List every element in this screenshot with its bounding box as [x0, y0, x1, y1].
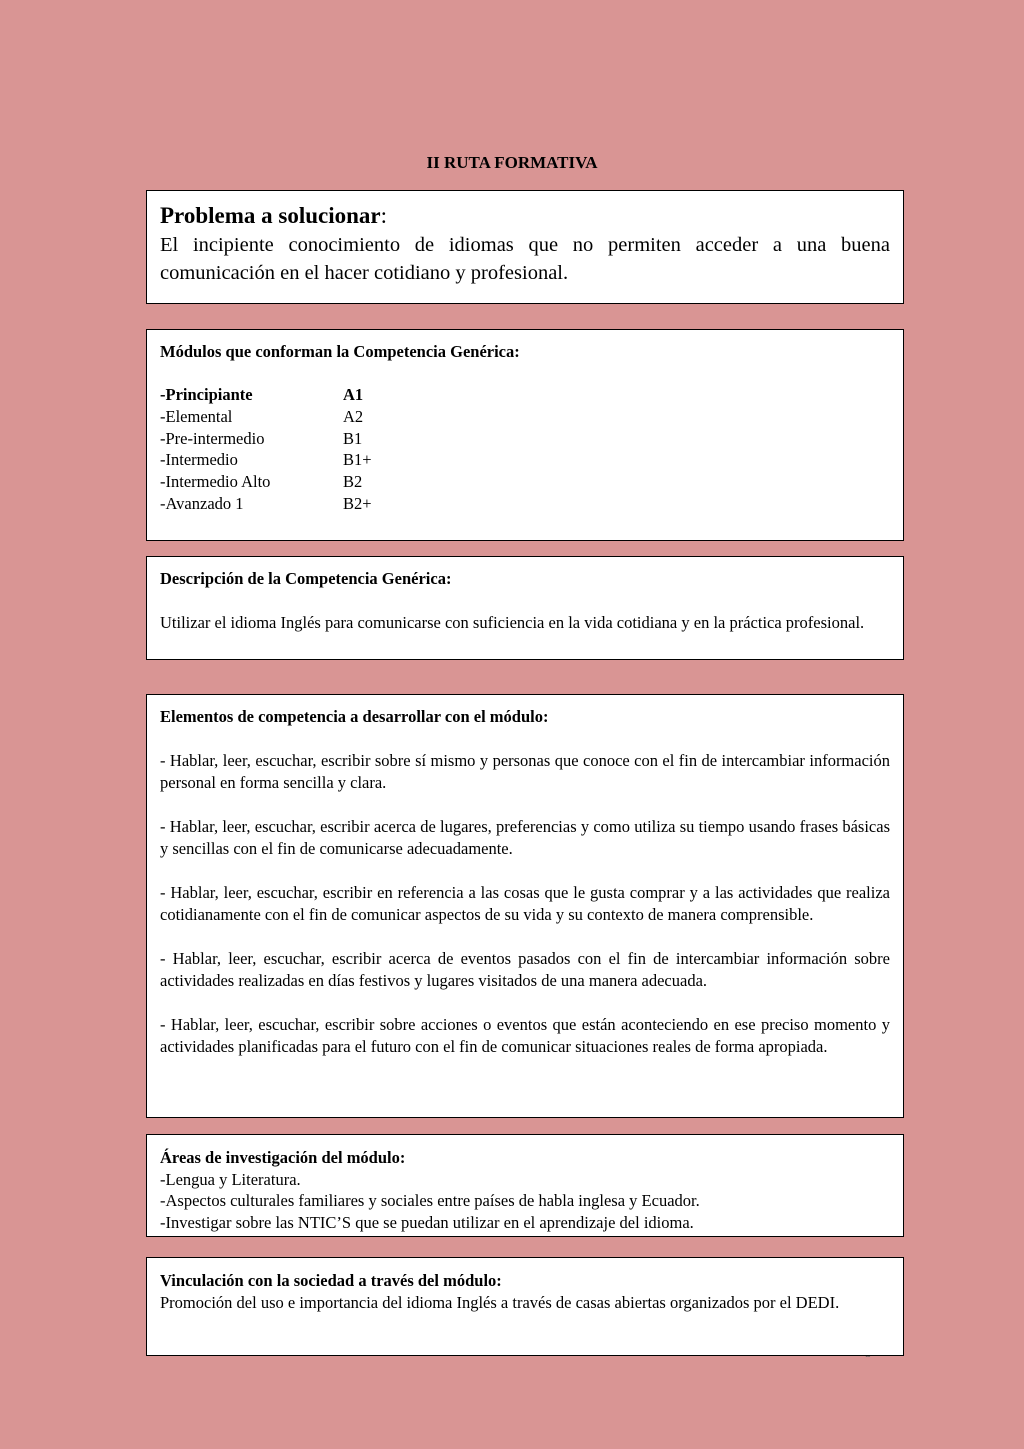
- modulos-box: [146, 329, 904, 541]
- level-code: B1+: [343, 450, 372, 470]
- problema-heading: [160, 201, 890, 231]
- vinculacion-heading: Vinculación con la sociedad a través del módulo:: [160, 1271, 502, 1290]
- levels-list: [160, 384, 890, 515]
- descripcion-text: Utilizar el idioma Inglés para comunicarse con suficiencia en la vida cotidiana y en la práctica profesional.: [160, 613, 865, 632]
- level-name: -Principiante: [160, 385, 253, 404]
- vinculacion-box: [146, 1257, 904, 1356]
- areas-heading: Áreas de investigación del módulo:: [160, 1148, 406, 1167]
- area-item: -Investigar sobre las NTIC’S que se puedan utilizar en el aprendizaje del idioma.: [160, 1212, 694, 1232]
- areas-box: [146, 1134, 904, 1237]
- level-name: -Intermedio: [160, 450, 238, 470]
- level-code: B2+: [343, 493, 372, 513]
- modulos-heading: Módulos que conforman la Competencia Genérica:: [160, 342, 520, 361]
- elemento-item: - Hablar, leer, escuchar, escribir sobre acciones o eventos que están aconteciendo en ese preciso momento y actividades planificadas para el futuro con el fin de comunicar situaciones reales de forma apropiada.: [160, 1015, 890, 1056]
- level-name: -Elemental: [160, 406, 233, 426]
- level-code: A1: [343, 385, 364, 404]
- elemento-item: - Hablar, leer, escuchar, escribir en referencia a las cosas que le gusta comprar y a las actividades que realiza cotidianamente con el fin de comunicar aspectos de su vida y su contexto de manera comprensible.: [160, 883, 890, 924]
- elemento-item: - Hablar, leer, escuchar, escribir acerca de lugares, preferencias y como utiliza su tiempo usando frases básicas y sencillas con el fin de comunicarse adecuadamente.: [160, 817, 890, 858]
- problema-box: [146, 190, 904, 304]
- level-code: A2: [343, 406, 364, 426]
- problema-colon: :: [380, 203, 388, 228]
- level-code: B2: [343, 472, 363, 492]
- vinculacion-text: Promoción del uso e importancia del idioma Inglés a través de casas abiertas organizados por el DEDI.: [160, 1292, 840, 1312]
- level-row: [160, 471, 890, 493]
- page-title: II RUTA FORMATIVA: [426, 153, 598, 172]
- area-item: -Lengua y Literatura.: [160, 1169, 301, 1189]
- level-name: -Avanzado 1: [160, 493, 244, 513]
- area-item: -Aspectos culturales familiares y sociales entre países de habla inglesa y Ecuador.: [160, 1191, 700, 1210]
- elementos-heading: Elementos de competencia a desarrollar con el módulo:: [160, 707, 549, 726]
- level-name: -Pre-intermedio: [160, 428, 265, 448]
- level-row: [160, 428, 890, 450]
- elementos-box: [146, 694, 904, 1118]
- level-row: [160, 449, 890, 471]
- problema-text: El incipiente conocimiento de idiomas que no permiten acceder a una buena comunicación en el hacer cotidiano y profesional.: [160, 234, 890, 284]
- descripcion-box: [146, 556, 904, 660]
- level-name: -Intermedio Alto: [160, 472, 271, 492]
- elemento-item: - Hablar, leer, escuchar, escribir sobre sí mismo y personas que conoce con el fin de intercambiar información personal en forma sencilla y clara.: [160, 751, 890, 792]
- problema-label: Problema a solucionar: [160, 203, 381, 228]
- level-code: B1: [343, 428, 363, 448]
- descripcion-heading: Descripción de la Competencia Genérica:: [160, 569, 452, 588]
- level-row: [160, 493, 890, 515]
- level-row: [160, 406, 890, 428]
- level-row: [160, 384, 890, 406]
- elemento-item: - Hablar, leer, escuchar, escribir acerca de eventos pasados con el fin de intercambiar información sobre actividades realizadas en días festivos y lugares visitados de una manera adecuada.: [160, 949, 890, 990]
